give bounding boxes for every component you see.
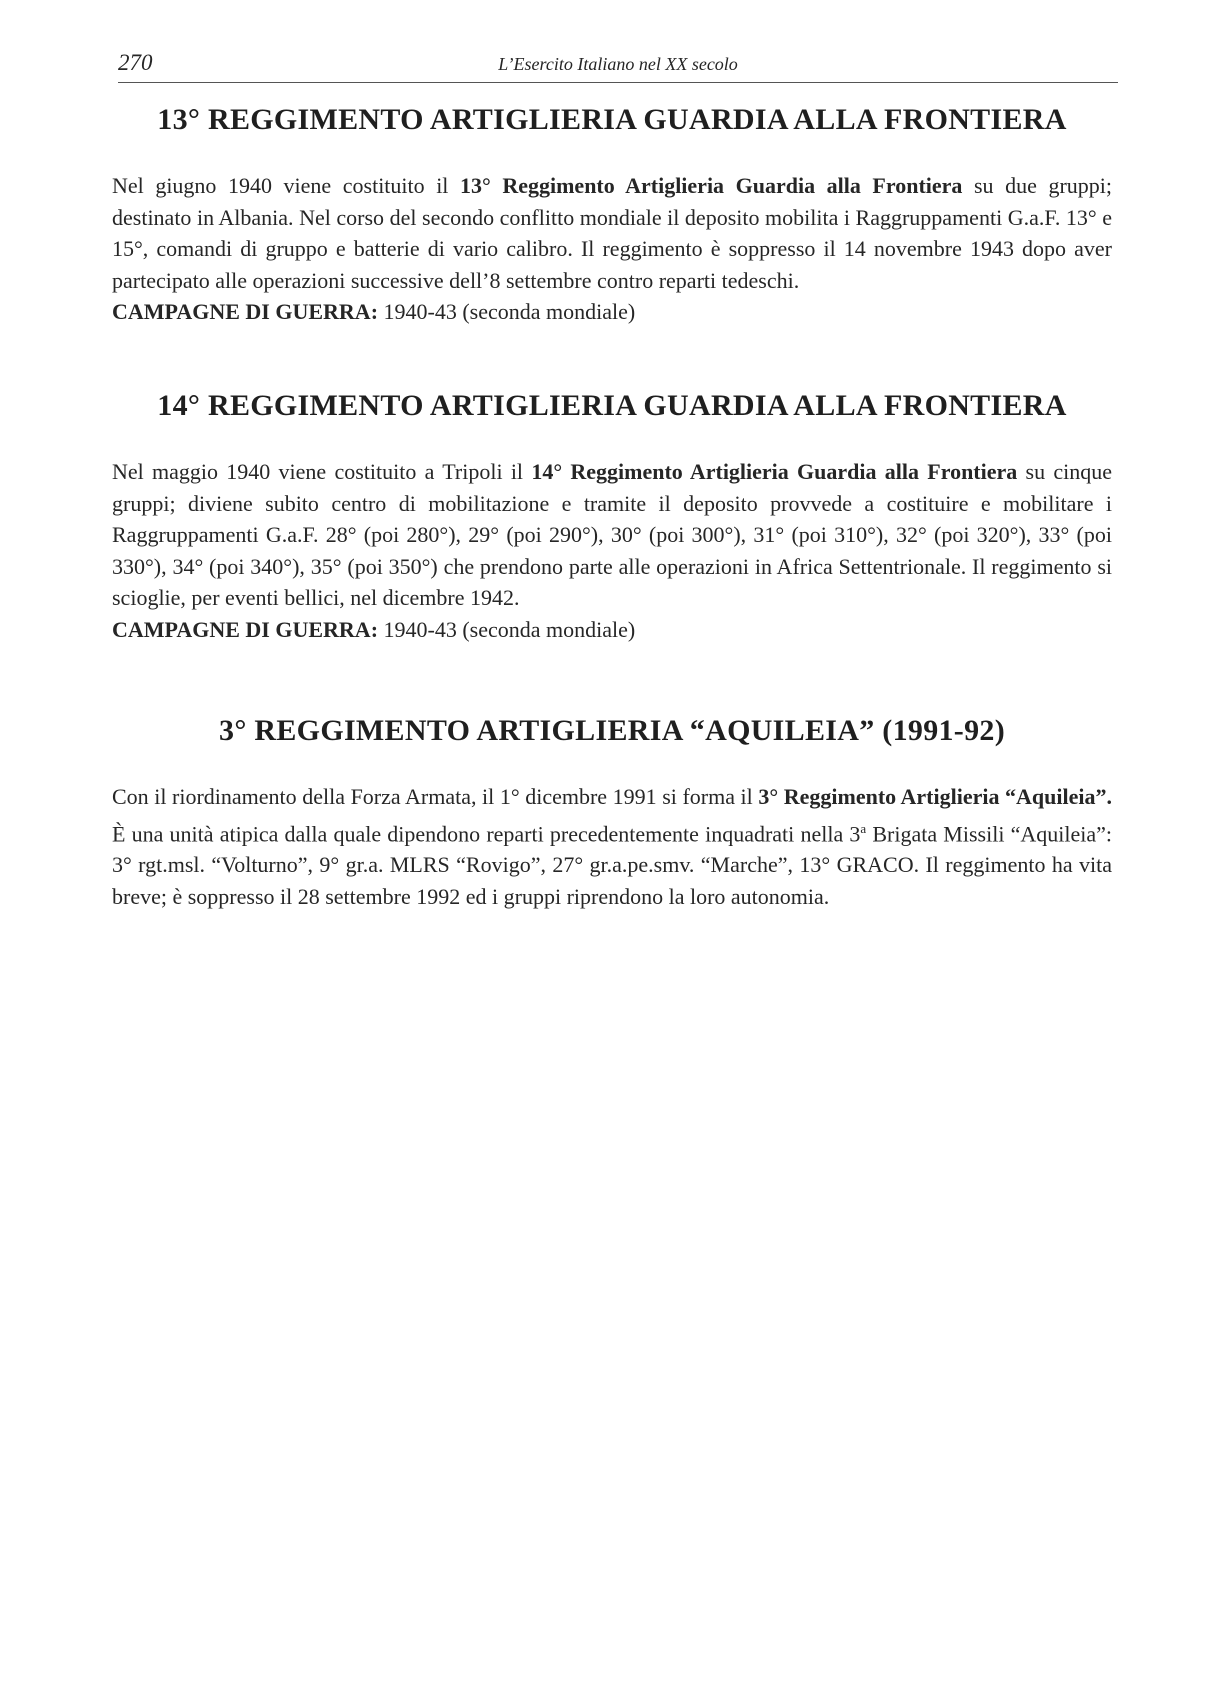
campaigns-label: CAMPAGNE DI GUERRA: xyxy=(112,299,379,324)
unit-name: 14° Reggimento Artiglieria Guardia alla Frontiera xyxy=(531,459,1018,484)
section-13-reggimento xyxy=(112,103,1112,328)
page-number: 270 xyxy=(118,50,153,75)
campaigns-label: CAMPAGNE DI GUERRA: xyxy=(112,616,379,642)
running-title: L’Esercito Italiano nel XX secolo xyxy=(498,54,738,74)
unit-name: 3° Reggimento Artiglieria “Aquileia”. xyxy=(758,784,1112,809)
campaigns-value: 1940-43 (seconda mondiale) xyxy=(378,616,636,642)
section-body: Nel maggio 1940 viene costituito a Tripoli il 14° Reggimento Artiglieria Guardia alla Frontiera su cinque gruppi; diviene subito centro di mobilitazione e tramite il deposito provvede a costituire e mobilitare i Raggruppamenti G.a.F. 28° (poi 280°), 29° (poi 290°), 30° (poi 300°), 31° (poi 310°), 32° (poi 320°), 33° (poi 330°), 34° (poi 340°), 35° (poi 350°) che prendono parte alle operazioni in Africa Settentrionale. Il reggimento si scioglie, per eventi bellici, nel dicembre 1942. xyxy=(112,459,1113,610)
running-header xyxy=(118,50,1118,83)
unit-name: 13° Reggimento Artiglieria Guardia alla Frontiera xyxy=(459,173,963,198)
campaigns-value: 1940-43 (seconda mondiale) xyxy=(378,299,636,324)
campaigns-line xyxy=(112,296,1112,328)
section-body: Con il riordinamento della Forza Armata, il 1° dicembre 1991 si forma il 3° Reggimento Artiglieria “Aquileia”. È una unità atipica dalla quale dipendono reparti precedentemente inquadrati nella 3$^a$ Brigata Missili “Aquileia”: 3° rgt.msl. “Volturno”, 9° gr.a. MLRS “Rovigo”, 27° gr.a.pe.smv. “Marche”, 13° GRACO. Il reggimento ha vita breve; è soppresso il 28 settembre 1992 ed i gruppi riprendono la loro autonomia. xyxy=(112,784,1112,909)
section-heading: 14° REGGIMENTO ARTIGLIERIA GUARDIA ALLA FRONTIERA xyxy=(157,389,1067,422)
section-3-reggimento-aquileia xyxy=(112,714,1112,912)
section-body: Nel giugno 1940 viene costituito il 13° Reggimento Artiglieria Guardia alla Frontiera su due gruppi; destinato in Albania. Nel corso del secondo conflitto mondiale il deposito mobilita i Raggruppamenti G.a.F. 13° e 15°, comandi di gruppo e batterie di vario calibro. Il reggimento è soppresso il 14 novembre 1943 dopo aver partecipato alle operazioni successive dell’8 settembre contro reparti tedeschi. xyxy=(112,173,1112,293)
section-14-reggimento xyxy=(112,389,1112,645)
campaigns-line xyxy=(112,614,1112,646)
section-heading: 13° REGGIMENTO ARTIGLIERIA GUARDIA ALLA FRONTIERA xyxy=(157,103,1067,136)
section-heading: 3° REGGIMENTO ARTIGLIERIA “AQUILEIA” (1991-92) xyxy=(219,714,1005,747)
